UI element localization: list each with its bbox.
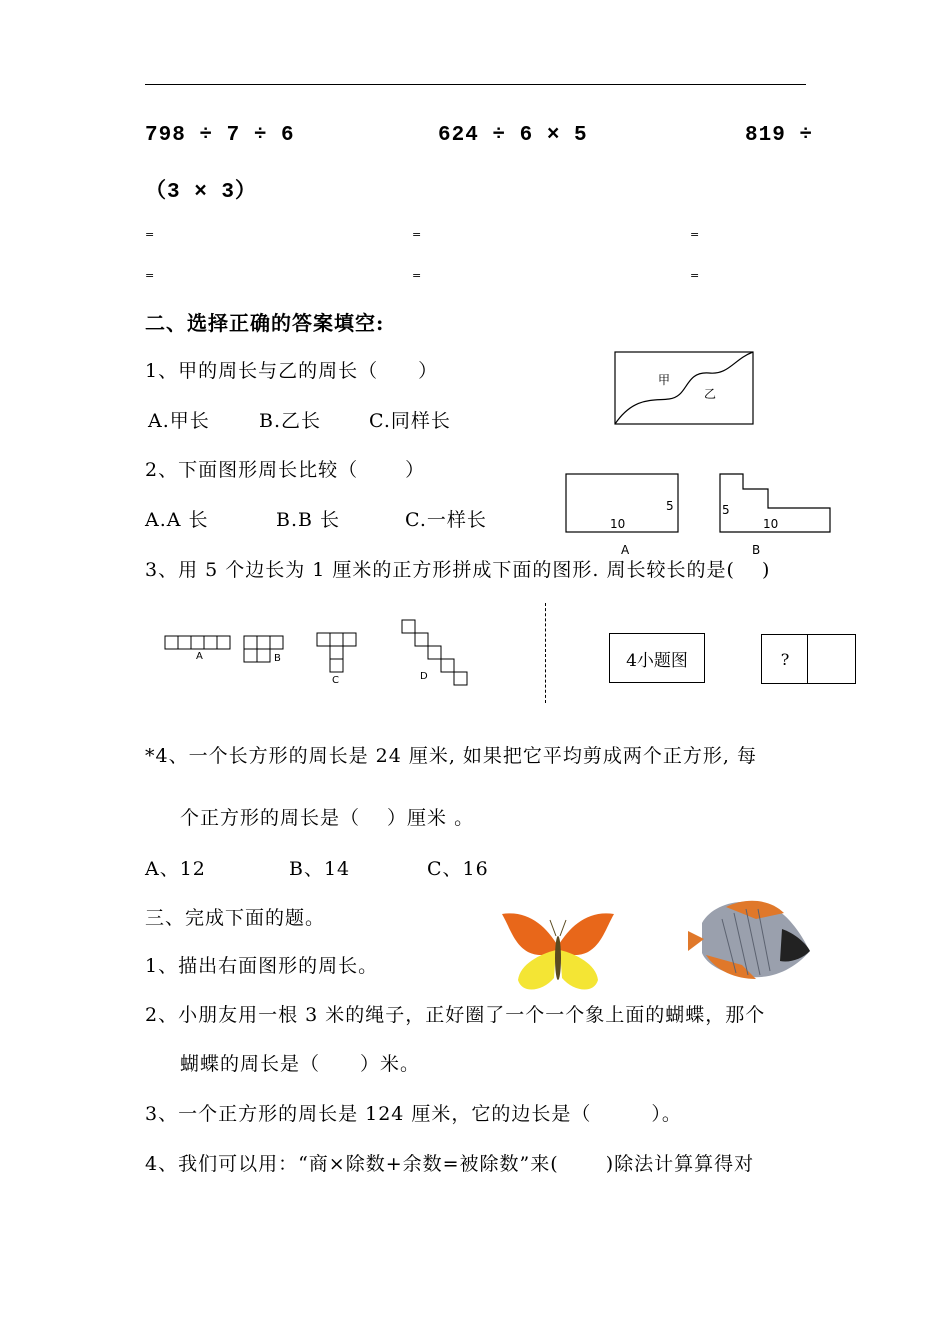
question-2-1: 1、甲的周长与乙的周长（ ） (145, 360, 439, 382)
option-c: C.一样长 (405, 509, 487, 531)
equals-sign: = (145, 269, 155, 282)
section-2-title: 二、选择正确的答案填空: (145, 311, 385, 335)
label-b-length: 10 (763, 517, 779, 531)
question-3-2-line-1: 2、小朋友用一根 3 米的绳子，正好圈了一个一个象上面的蝴蝶，那个 (145, 1004, 766, 1026)
option-c: C.同样长 (369, 410, 451, 432)
figure-jia-yi (614, 351, 756, 427)
butterfly-image (498, 908, 620, 994)
question-3-3: 3、一个正方形的周长是 124 厘米，它的边长是（ ）。 (145, 1103, 682, 1125)
option-b: B.B 长 (276, 509, 341, 531)
label-b-width: 5 (722, 503, 730, 517)
equals-sign: = (412, 228, 422, 241)
calc-expression-1: 798 ÷ 7 ÷ 6 (145, 124, 295, 147)
equals-sign: = (412, 269, 422, 282)
option-a: A.A 长 (145, 509, 209, 531)
option-b: B.乙长 (259, 410, 322, 432)
section-3-title: 三、完成下面的题。 (145, 907, 326, 929)
label-c: C (332, 675, 339, 686)
top-rule (145, 84, 806, 85)
option-c: C、16 (427, 858, 489, 880)
figure-five-squares (160, 615, 480, 690)
label-b-name: B (752, 543, 761, 557)
equals-sign: = (690, 228, 700, 241)
label-b: B (274, 653, 281, 664)
label-a-name: A (621, 543, 630, 557)
calc-expression-3-cont: （3 × 3） (145, 181, 258, 204)
question-mark-square: ? (761, 634, 809, 684)
label-jia: 甲 (658, 373, 671, 387)
question-2-2: 2、下面图形周长比较（ ） (145, 459, 426, 481)
equals-sign: = (690, 269, 700, 282)
equals-sign: = (145, 228, 155, 241)
label-yi: 乙 (704, 387, 717, 401)
fish-image (686, 893, 816, 985)
question-3-2-line-2: 蝴蝶的周长是（ ）米。 (180, 1053, 421, 1075)
option-a: A、12 (145, 858, 206, 880)
question-2-4-line-2: 个正方形的周长是（ ）厘米 。 (180, 807, 475, 829)
calc-expression-3: 819 ÷ (745, 124, 814, 147)
question-2-4-line-1: *4、一个长方形的周长是 24 厘米, 如果把它平均剪成两个正方形, 每 (145, 745, 758, 767)
question-3-4: 4、我们可以用：“商×除数+余数=被除数”来( )除法计算算得对 (145, 1153, 755, 1175)
q4-figure-box: 4小题图 (609, 633, 705, 683)
calc-expression-2: 624 ÷ 6 × 5 (438, 124, 588, 147)
figure-rectangles-a-b (560, 470, 840, 562)
option-a: A.甲长 (148, 410, 210, 432)
blank-square (807, 634, 856, 684)
dashed-divider (545, 603, 546, 703)
label-a-length: 10 (610, 517, 626, 531)
label-a: A (196, 651, 203, 662)
option-b: B、14 (289, 858, 351, 880)
question-2-3: 3、用 5 个边长为 1 厘米的正方形拼成下面的图形. 周长较长的是( ) (145, 559, 771, 581)
label-a-width: 5 (666, 499, 674, 513)
question-3-1: 1、描出右面图形的周长。 (145, 955, 379, 977)
label-d: D (420, 671, 428, 682)
